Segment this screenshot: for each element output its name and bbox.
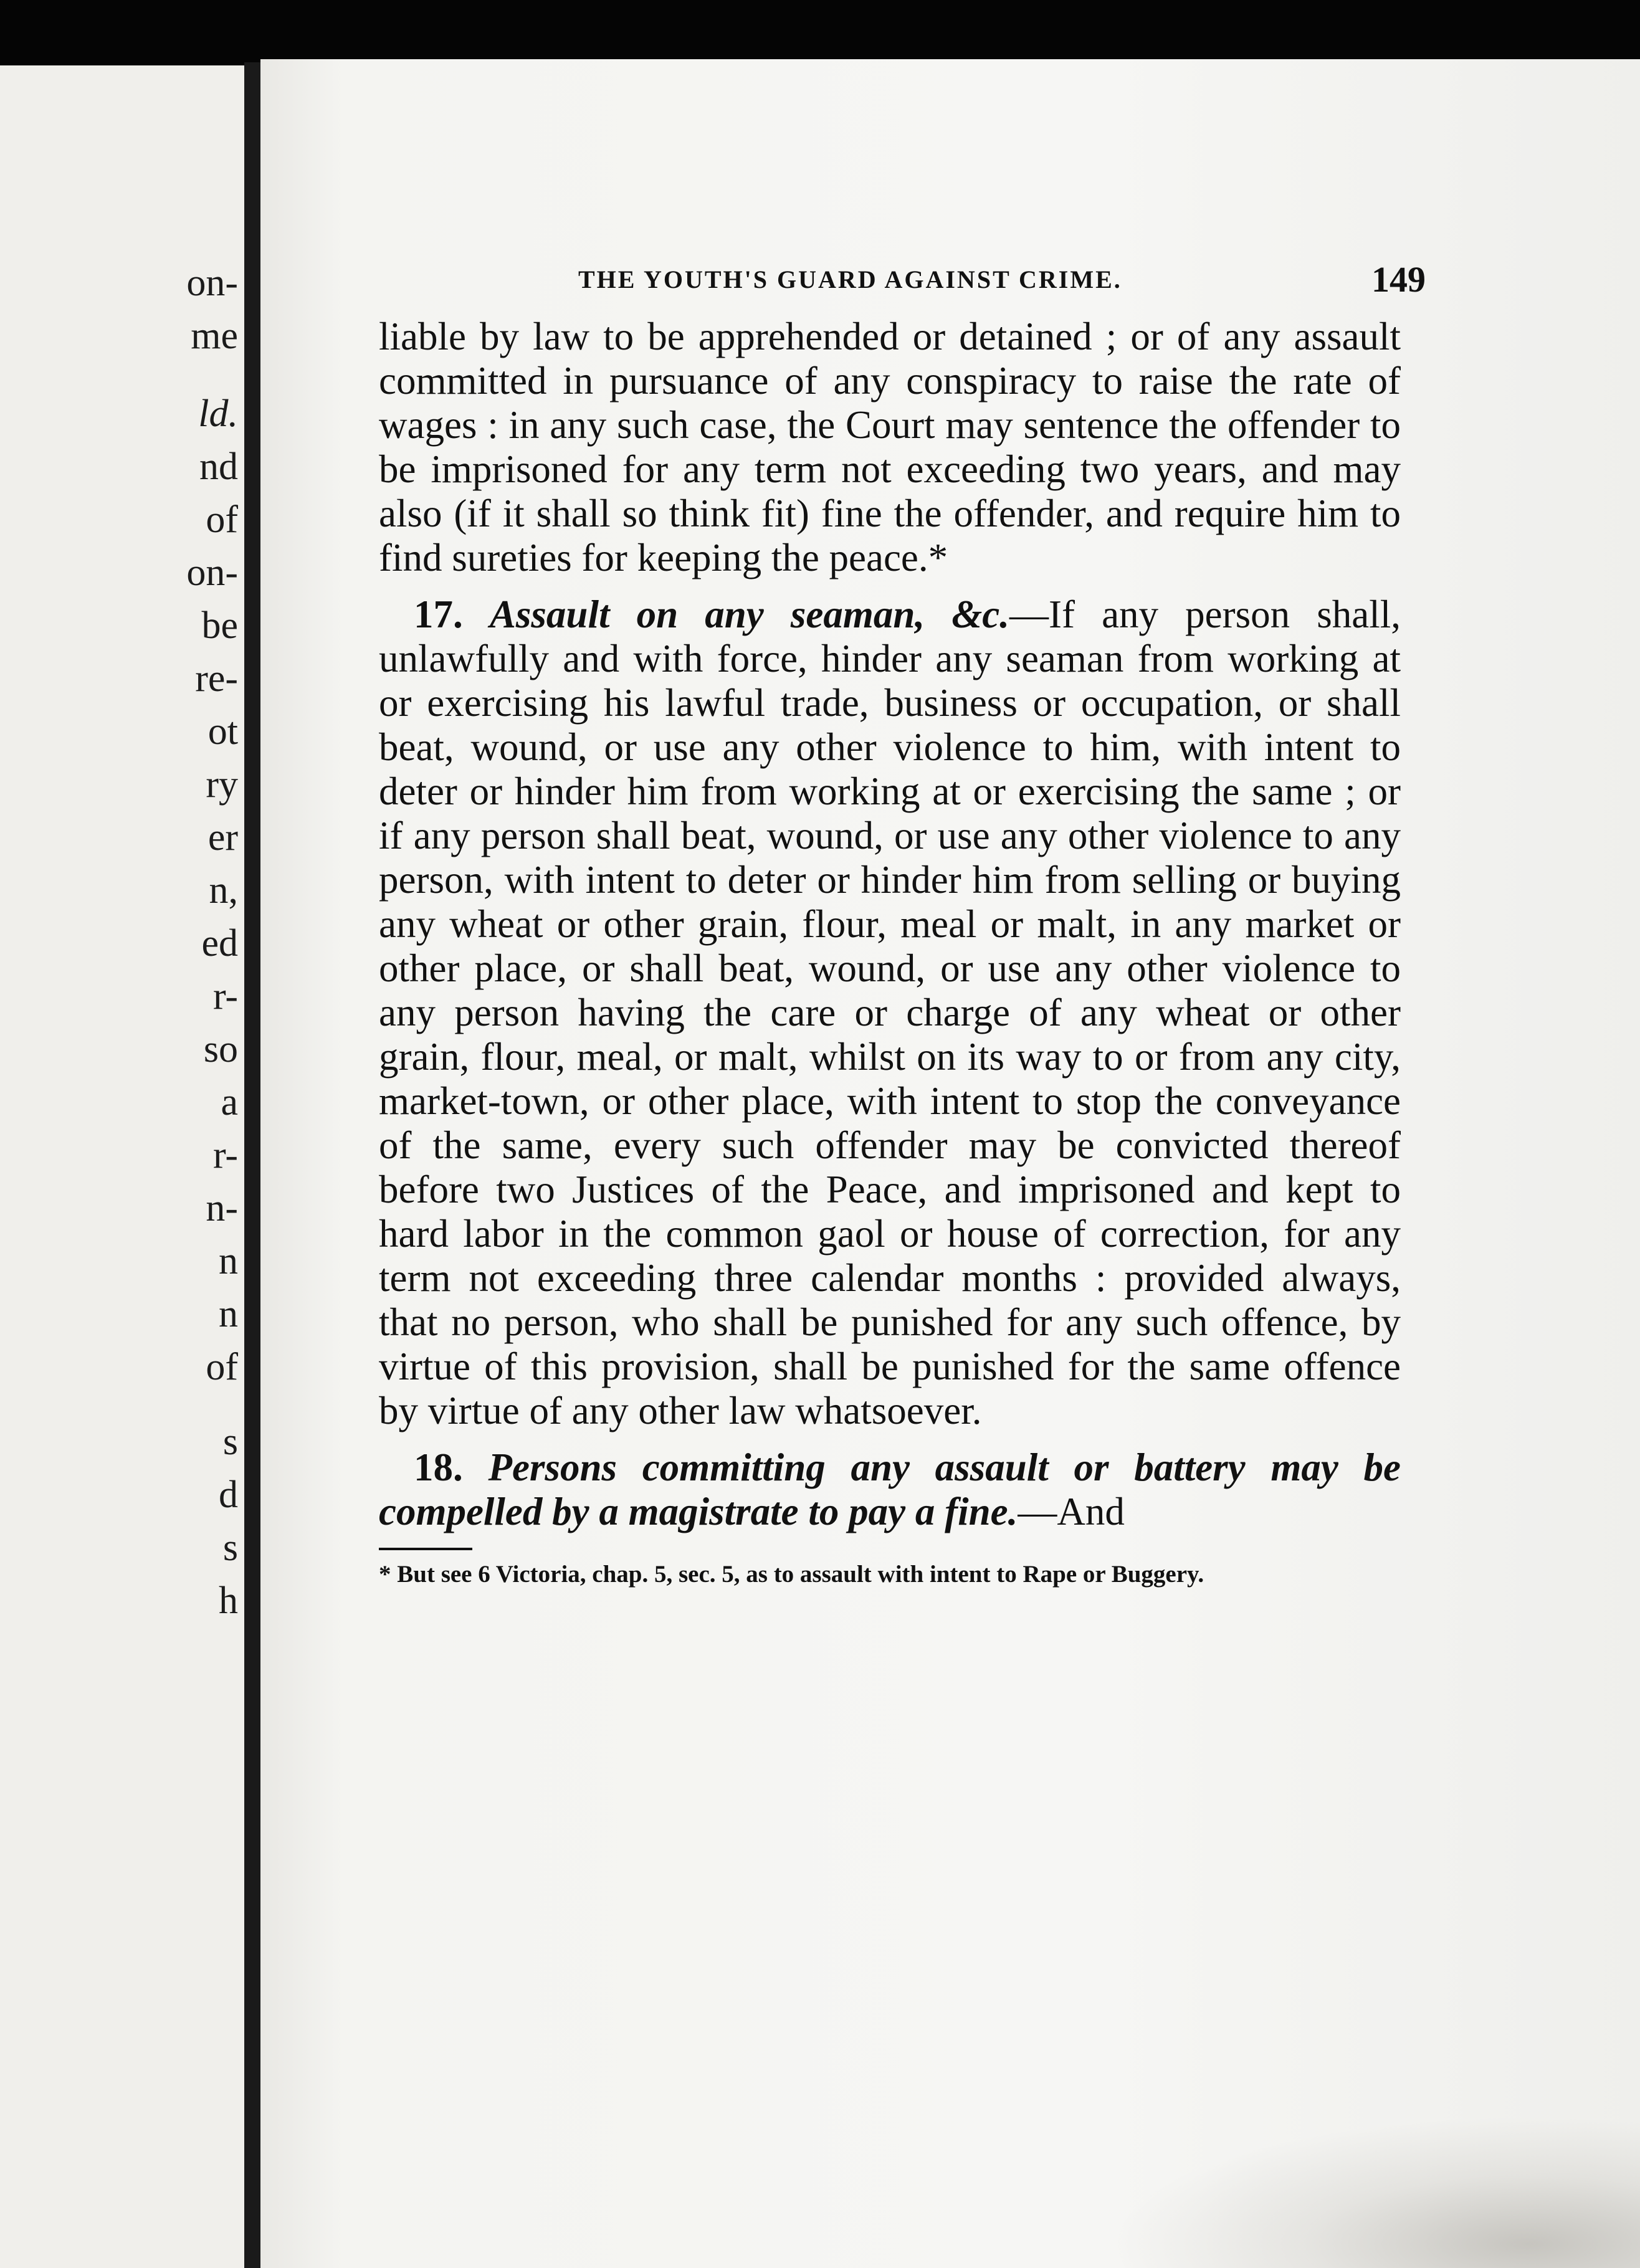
book-page xyxy=(260,59,1640,2268)
page-header xyxy=(379,259,1426,315)
left-page-fragment: s xyxy=(222,1527,238,1569)
section-17 xyxy=(379,593,1401,1433)
left-page-fragment: ry xyxy=(206,763,238,806)
left-page-fragment: r- xyxy=(212,1134,238,1176)
page-text xyxy=(379,259,1426,1590)
left-page-fragment: nd xyxy=(199,446,238,488)
left-page-fragment: of xyxy=(206,498,238,541)
section-17-number: 17. xyxy=(414,593,463,636)
left-page-fragment: er xyxy=(207,816,238,859)
section-18-title: Persons committing any assault or battery may be compelled by a magistrate to pay a fine. xyxy=(379,1446,1401,1533)
book-gutter xyxy=(244,62,260,2268)
section-18 xyxy=(379,1446,1401,1534)
left-page-fragment: s xyxy=(222,1421,238,1463)
section-17-title: Assault on any seaman, &c. xyxy=(489,593,1009,636)
section-18-text: —And xyxy=(1018,1490,1125,1533)
left-page-fragment: on- xyxy=(186,262,238,304)
running-head: THE YOUTH'S GUARD AGAINST CRIME. xyxy=(578,265,1122,293)
page-number: 149 xyxy=(1371,259,1426,300)
page-stain xyxy=(1079,2106,1640,2268)
left-page-fragment: me xyxy=(191,315,238,357)
left-page-fragment: a xyxy=(221,1081,238,1123)
left-page-fragment: n- xyxy=(206,1187,238,1229)
left-page-fragment: be xyxy=(201,604,238,647)
left-page-fragment: h xyxy=(219,1580,238,1622)
left-page-fragment: ld. xyxy=(198,393,238,435)
left-page-fragment: ed xyxy=(201,922,238,965)
left-page-fragment: d xyxy=(219,1474,238,1516)
left-page-fragment: re- xyxy=(195,657,238,700)
left-page-fragment: r- xyxy=(212,975,238,1017)
left-page-fragment: n xyxy=(219,1240,238,1282)
left-page-fragment: so xyxy=(203,1028,238,1070)
section-18-number: 18. xyxy=(414,1446,463,1489)
footnote: * But see 6 Victoria, chap. 5, sec. 5, as to assault with intent to Rape or Buggery. xyxy=(379,1561,1204,1588)
left-page-fragment: of xyxy=(206,1346,238,1388)
footnote-rule xyxy=(379,1548,472,1550)
left-page-fragment: on- xyxy=(186,551,238,594)
left-page-fragment: n xyxy=(219,1293,238,1335)
section-17-text: —If any person shall, unlawfully and with force, hinder any seaman from working at or exercising his lawful trade, business or occupation, or shall beat, wound, or use any other violence to him, with intent to deter or hinder him from working at or exercising the same ; or if any person shall beat, wound, or use any other violence to any person, with intent to deter or hinder him from selling or buying any wheat or other grain, flour, meal or malt, in any market or other place, or shall beat, wound, or use any other violence to any person having the care or charge of any wheat or other grain, flour, meal, or malt, whilst on its way to or from any city, market-town, or other place, with intent to stop the conveyance of the same, every such offender may be convicted thereof before two Justices of the Peace, and imprisoned and kept to hard labor in the common gaol or house of correction, for any term not exceeding three calendar months : provided always, that no person, who shall be punished for any such offence, by virtue of this provision, shall be punished for the same offence by virtue of any other law whatsoever. xyxy=(379,593,1401,1432)
left-page-fragment: ot xyxy=(207,710,238,753)
left-page-fragment: n, xyxy=(209,869,238,912)
paragraph-continuation: liable by law to be apprehended or detained ; or of any assault committed in pursuance of any conspiracy to raise the rate of wages : in any such case, the Court may sentence the offender to be imprisoned for any term not exceeding two years, and may also (if it shall so think fit) fine the offender, and require him to find sureties for keeping the peace.* xyxy=(379,315,1401,579)
left-facing-page xyxy=(0,65,244,2268)
